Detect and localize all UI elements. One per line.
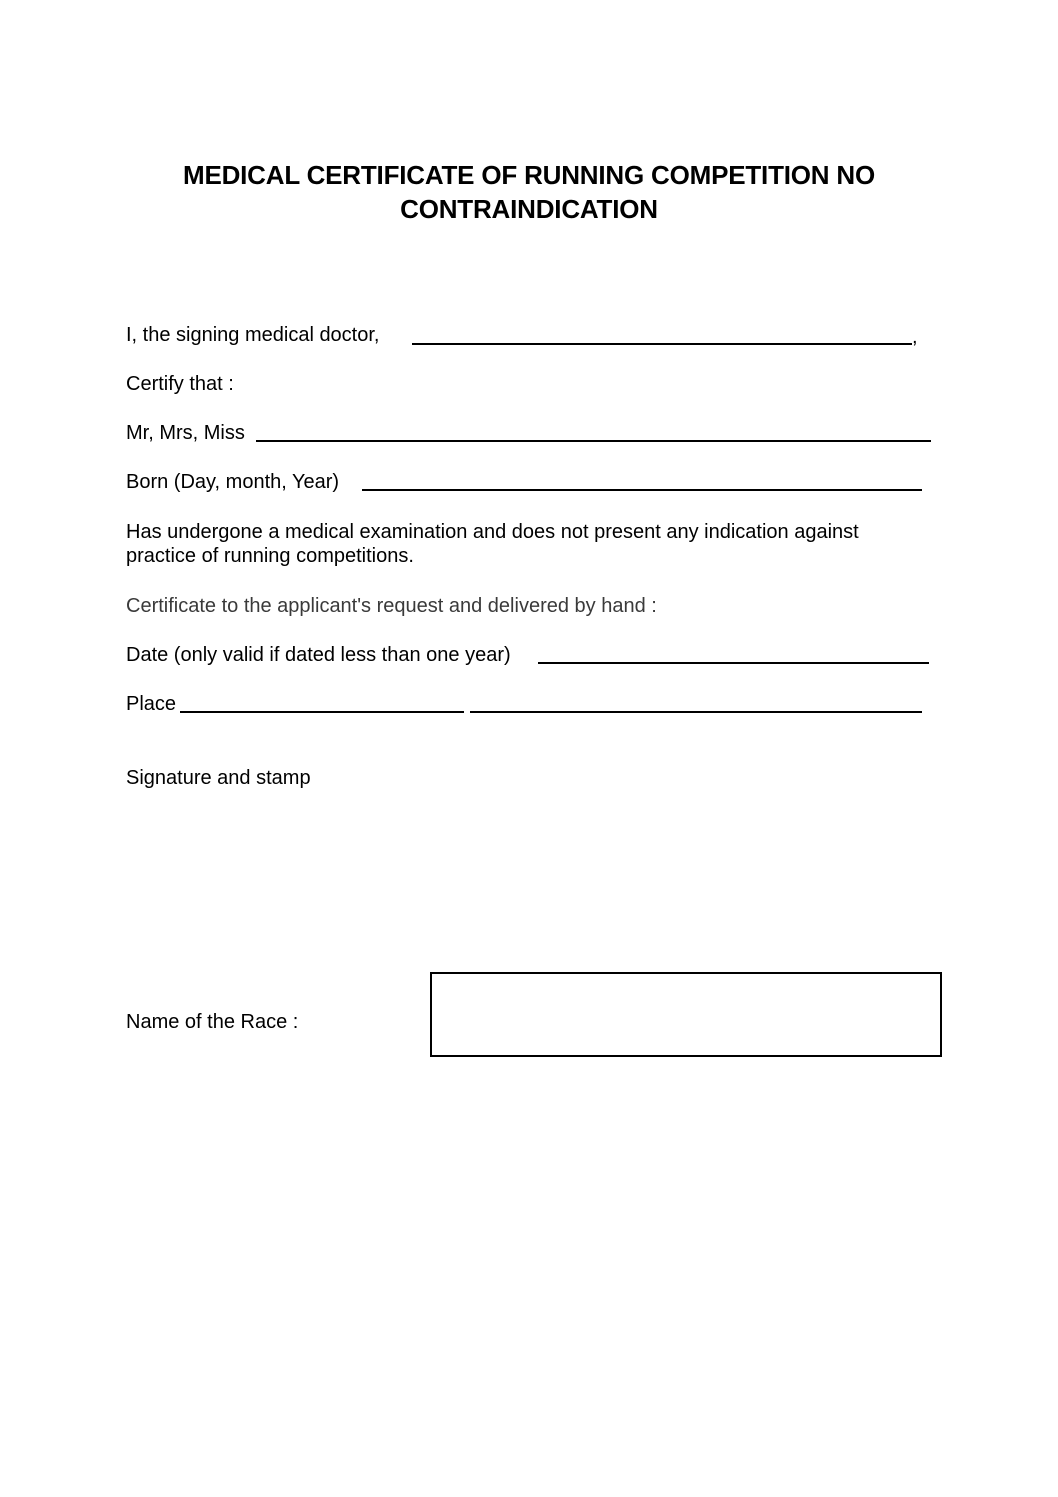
place-label: Place [126, 693, 177, 715]
race-label: Name of the Race : [126, 1011, 299, 1033]
birth-date-field[interactable] [362, 489, 922, 491]
place-field-extra[interactable] [470, 711, 922, 713]
patient-name-field[interactable] [256, 440, 931, 442]
doctor-label: I, the signing medical doctor, [126, 324, 380, 346]
delivery-note: Certificate to the applicant's request and delivered by hand : [126, 595, 657, 617]
doctor-name-field[interactable] [412, 343, 912, 345]
name-label: Mr, Mrs, Miss [126, 422, 245, 444]
doctor-trailing-comma: , [912, 326, 918, 348]
medical-statement: Has undergone a medical examination and does not present any indication against practice of running competitions. [126, 521, 859, 567]
document-title: MEDICAL CERTIFICATE OF RUNNING COMPETITION NO CONTRAINDICATION [182, 160, 876, 224]
signature-label: Signature and stamp [126, 767, 311, 789]
date-field[interactable] [538, 662, 929, 664]
born-label: Born (Day, month, Year) [126, 471, 340, 493]
date-label: Date (only valid if dated less than one year) [126, 644, 511, 666]
race-name-box[interactable] [430, 972, 942, 1057]
place-field[interactable] [180, 711, 464, 713]
certify-label: Certify that : [126, 373, 234, 395]
